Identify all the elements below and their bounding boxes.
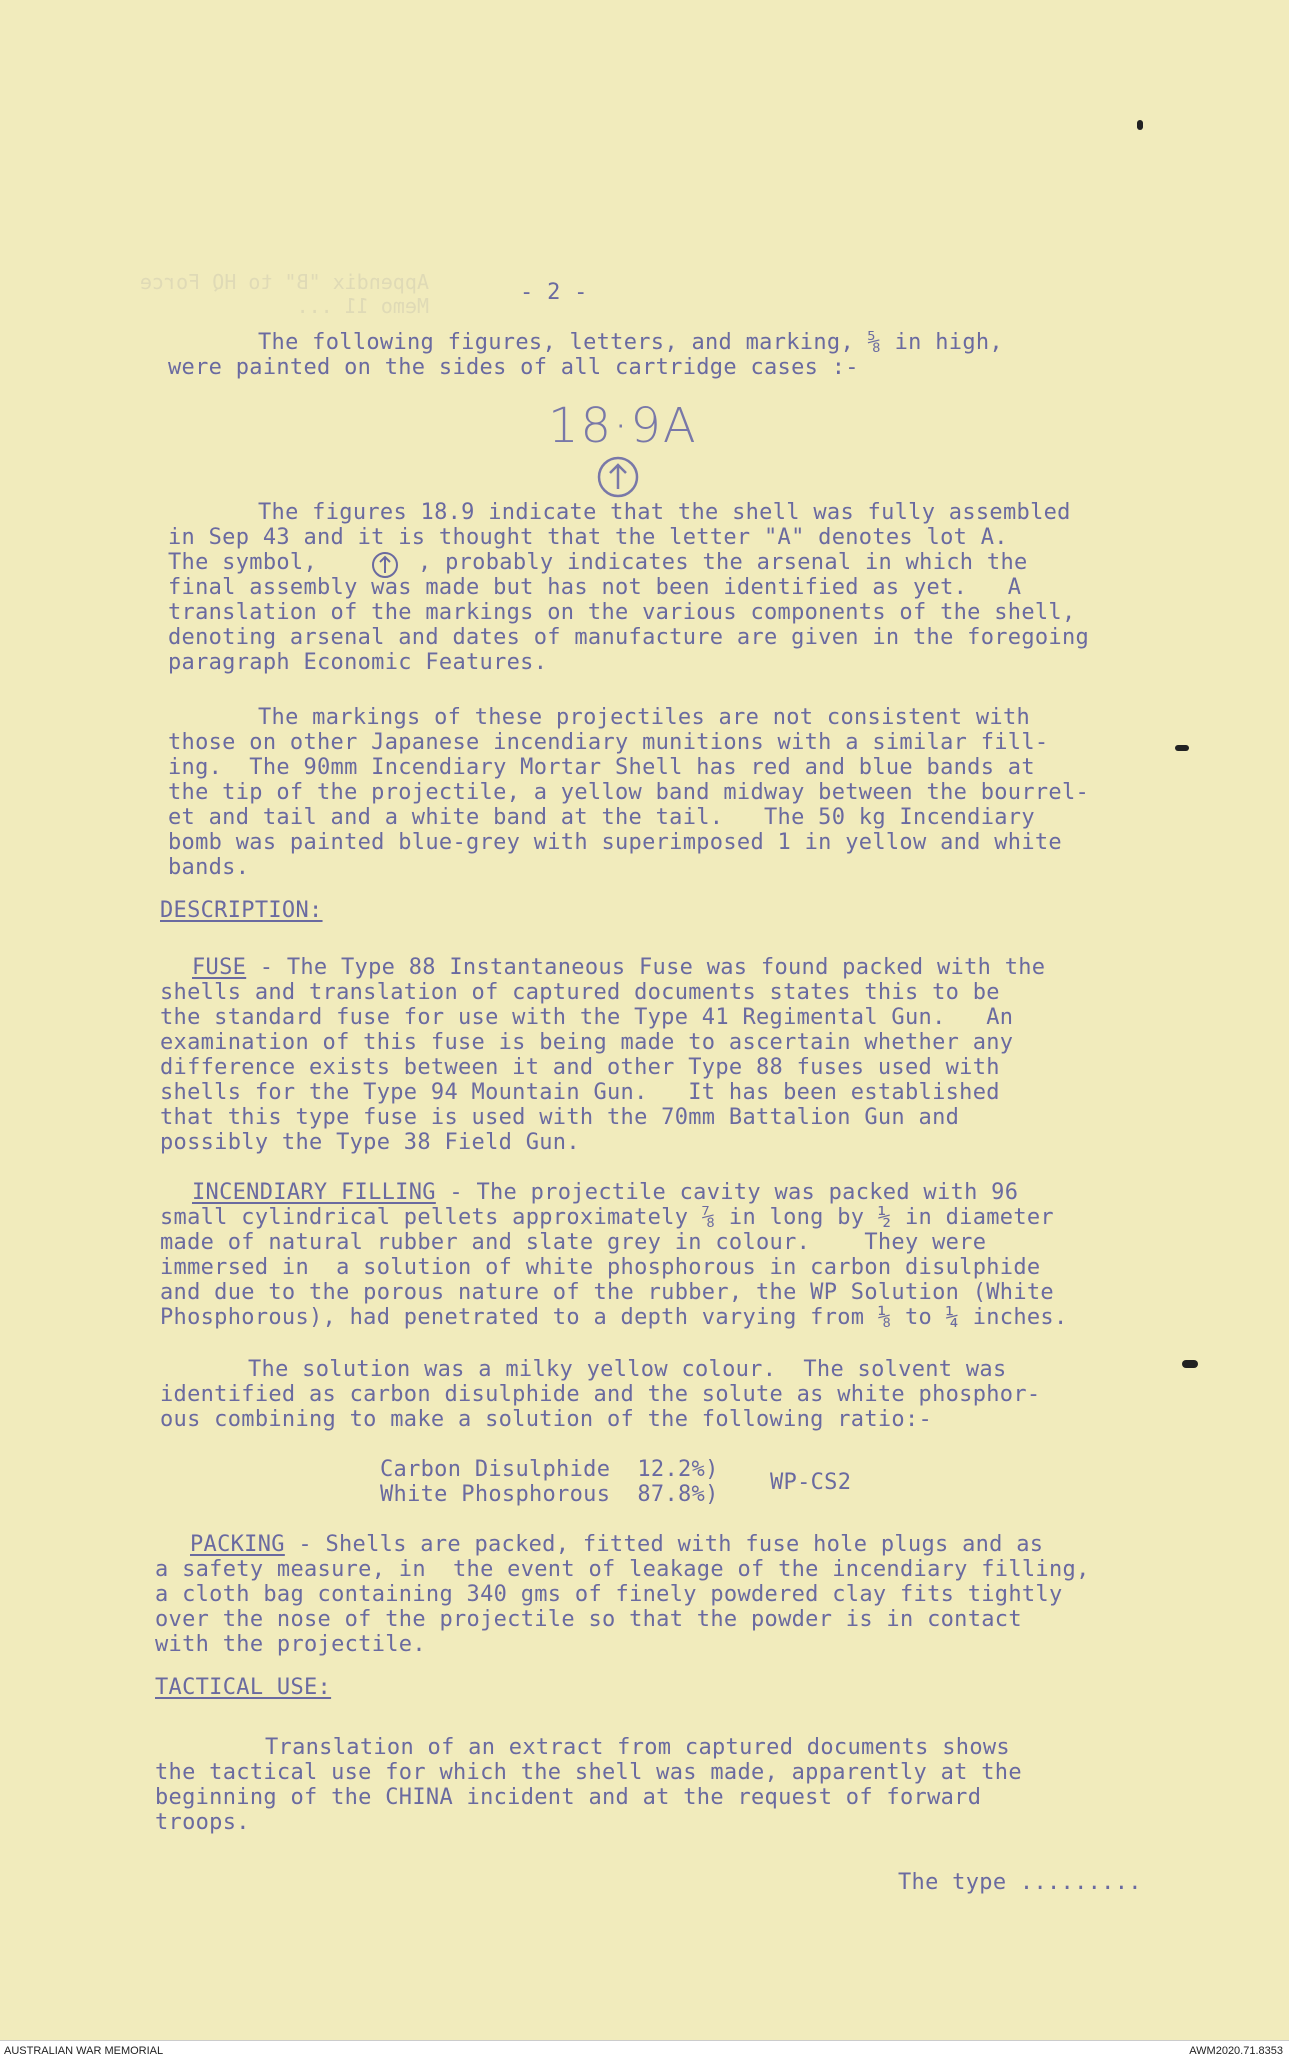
para1-line-2: in Sep 43 and it is thought that the letter "A" denotes lot A. <box>168 525 1008 550</box>
para1-line-3a: The symbol, <box>168 550 317 575</box>
para1-line-5: translation of the markings on the various components of the shell, <box>168 600 1076 625</box>
incendiary-label: INCENDIARY FILLING <box>192 1180 436 1205</box>
tactical-line-4: troops. <box>155 1810 250 1835</box>
packing-line-4: over the nose of the projectile so that the powder is in contact <box>155 1607 1022 1632</box>
incendiary-line-2: small cylindrical pellets approximately ⅞ in long by ½ in diameter <box>160 1205 1054 1230</box>
continuation-note: The type ......... <box>898 1870 1142 1895</box>
packing-label: PACKING <box>190 1532 285 1557</box>
fuse-line-3: the standard fuse for use with the Type 41 Regimental Gun. An <box>160 1005 1014 1030</box>
solution-line-2: identified as carbon disulphide and the solute as white phosphor- <box>160 1382 1041 1407</box>
packing-line-1 <box>190 1532 1043 1557</box>
ratio-line-2: White Phosphorous 87.8%) <box>380 1482 719 1507</box>
para2-line-4: the tip of the projectile, a yellow band midway between the bourrel- <box>168 780 1090 805</box>
page-number: - 2 - <box>520 280 588 305</box>
packing-line-1-text: - Shells are packed, fitted with fuse hole plugs and as <box>284 1532 1044 1557</box>
fuse-line-8: possibly the Type 38 Field Gun. <box>160 1130 580 1155</box>
tactical-line-2: the tactical use for which the shell was made, apparently at the <box>155 1760 1022 1785</box>
fuse-line-5: difference exists between it and other Type 88 fuses used with <box>160 1055 1000 1080</box>
ratio-line-1: Carbon Disulphide 12.2%) <box>380 1457 719 1482</box>
packing-line-3: a cloth bag containing 340 gms of finely powdered clay fits tightly <box>155 1582 1063 1607</box>
para1-line-3b: , probably indicates the arsenal in which the <box>418 550 1028 575</box>
ratio-label: WP-CS2 <box>770 1470 852 1495</box>
packing-line-5: with the projectile. <box>155 1632 426 1657</box>
incendiary-line-1-text: - The projectile cavity was packed with 96 <box>435 1180 1019 1205</box>
footer-institution: AUSTRALIAN WAR MEMORIAL <box>4 2045 164 2057</box>
fuse-line-4: examination of this fuse is being made to ascertain whether any <box>160 1030 1014 1055</box>
fuse-line-7: that this type fuse is used with the 70mm Battalion Gun and <box>160 1105 960 1130</box>
para2-line-6: bomb was painted blue-grey with superimposed 1 in yellow and white <box>168 830 1062 855</box>
para2-line-7: bands. <box>168 855 250 880</box>
heading-description: DESCRIPTION: <box>160 898 323 923</box>
para2-line-3: ing. The 90mm Incendiary Mortar Shell has red and blue bands at <box>168 755 1035 780</box>
hole-punch-mark <box>1175 745 1189 751</box>
incendiary-line-4: immersed in a solution of white phosphorous in carbon disulphide <box>160 1255 1041 1280</box>
fuse-line-2: shells and translation of captured documents states this to be <box>160 980 1000 1005</box>
intro-line-2: were painted on the sides of all cartridge cases :- <box>168 355 859 380</box>
tactical-line-1: Translation of an extract from captured documents shows <box>265 1735 1010 1760</box>
arsenal-symbol-icon <box>596 455 640 499</box>
solution-line-1: The solution was a milky yellow colour. The solvent was <box>248 1357 1007 1382</box>
fuse-line-1 <box>192 955 1045 980</box>
footer-accession-number: AWM2020.71.8353 <box>1189 2045 1283 2057</box>
fuse-line-1-text: - The Type 88 Instantaneous Fuse was found packed with the <box>246 955 1046 980</box>
para1-line-7: paragraph Economic Features. <box>168 650 548 675</box>
solution-line-3: ous combining to make a solution of the following ratio:- <box>160 1407 933 1432</box>
incendiary-line-5: and due to the porous nature of the rubber, the WP Solution (White <box>160 1280 1054 1305</box>
para2-line-5: et and tail and a white band at the tail. The 50 kg Incendiary <box>168 805 1035 830</box>
fuse-line-6: shells for the Type 94 Mountain Gun. It has been established <box>160 1080 1000 1105</box>
para1-line-4: final assembly was made but has not been identified as yet. A <box>168 575 1022 600</box>
heading-tactical: TACTICAL USE: <box>155 1675 332 1700</box>
hole-punch-mark <box>1182 1360 1198 1368</box>
bleed-through-text: Appendix "B" to HQ Force Memo 11 ... <box>140 270 429 318</box>
incendiary-line-6: Phosphorous), had penetrated to a depth varying from ⅛ to ¼ inches. <box>160 1305 1068 1330</box>
tactical-line-3: beginning of the CHINA incident and at the request of forward <box>155 1785 982 1810</box>
para2-line-2: those on other Japanese incendiary munitions with a similar fill- <box>168 730 1049 755</box>
fuse-label: FUSE <box>192 955 247 980</box>
para1-line-1: The figures 18.9 indicate that the shell was fully assembled <box>258 500 1071 525</box>
archive-footer <box>0 2040 1289 2062</box>
incendiary-line-3: made of natural rubber and slate grey in colour. They were <box>160 1230 987 1255</box>
para2-line-1: The markings of these projectiles are not consistent with <box>258 705 1031 730</box>
cartridge-marking: 18·9A <box>548 398 698 454</box>
packing-line-2: a safety measure, in the event of leakage of the incendiary filling, <box>155 1557 1090 1582</box>
intro-line-1: The following figures, letters, and marking, ⅝ in high, <box>258 330 1003 355</box>
hole-punch-mark <box>1137 120 1143 130</box>
incendiary-line-1 <box>192 1180 1018 1205</box>
para1-line-6: denoting arsenal and dates of manufacture are given in the foregoing <box>168 625 1090 650</box>
